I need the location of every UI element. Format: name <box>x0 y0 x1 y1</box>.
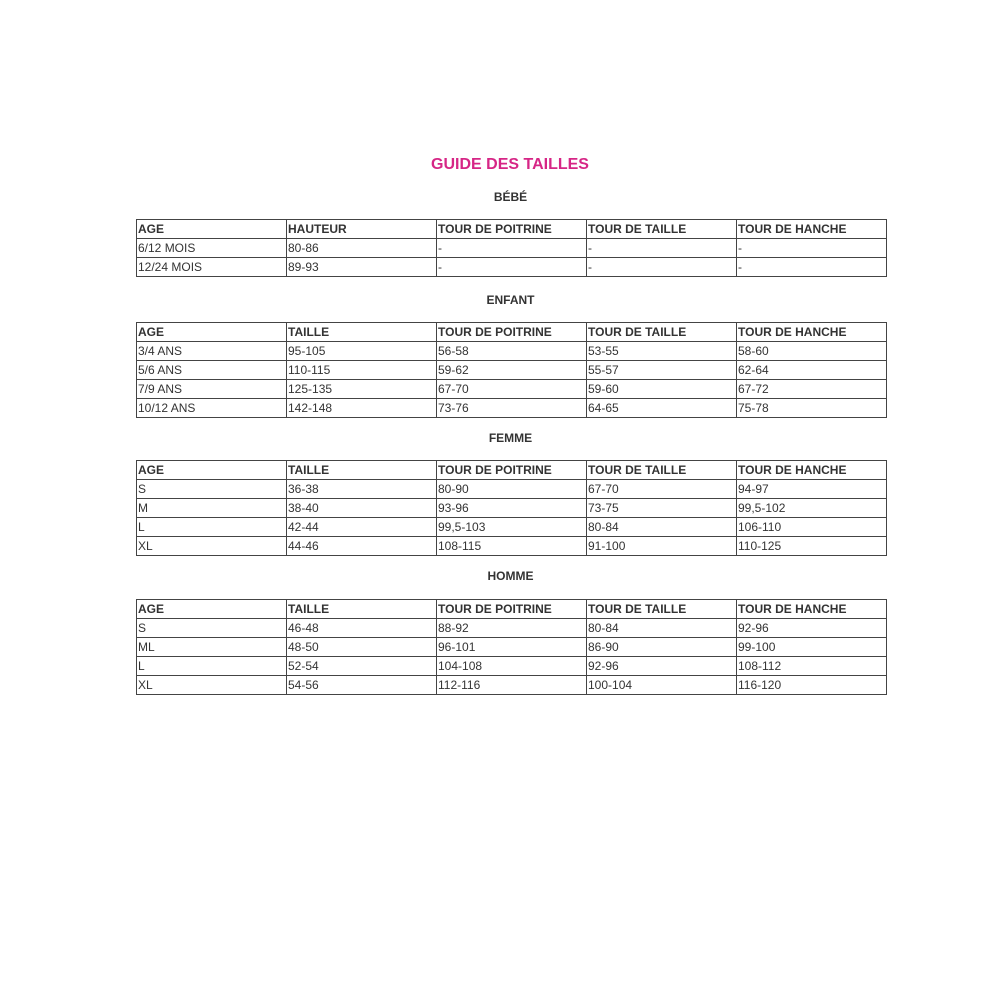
table-cell: 59-62 <box>437 361 587 380</box>
header-cell: TOUR DE TAILLE <box>587 220 737 239</box>
table-cell: XL <box>137 537 287 556</box>
header-cell: TAILLE <box>287 600 437 619</box>
table-cell: 125-135 <box>287 380 437 399</box>
table-cell: 142-148 <box>287 399 437 418</box>
table-cell: ML <box>137 638 287 657</box>
table-row <box>137 518 887 537</box>
table-cell: 92-96 <box>737 619 887 638</box>
table-cell: 64-65 <box>587 399 737 418</box>
table-row <box>137 258 887 277</box>
table-cell: 80-84 <box>587 619 737 638</box>
table-row <box>137 480 887 499</box>
table-cell: 91-100 <box>587 537 737 556</box>
size-table-enfant <box>136 322 887 418</box>
table-cell: - <box>437 239 587 258</box>
table-cell: 48-50 <box>287 638 437 657</box>
table-cell: L <box>137 657 287 676</box>
section-title-femme: FEMME <box>488 431 533 445</box>
table-cell: 99-100 <box>737 638 887 657</box>
table-cell: XL <box>137 676 287 695</box>
table-cell: - <box>437 258 587 277</box>
table-row <box>137 380 887 399</box>
table-cell: 38-40 <box>287 499 437 518</box>
header-cell: TOUR DE HANCHE <box>737 461 887 480</box>
table-cell: 67-70 <box>587 480 737 499</box>
table-cell: 95-105 <box>287 342 437 361</box>
table-cell: 92-96 <box>587 657 737 676</box>
table-cell: 110-125 <box>737 537 887 556</box>
table-cell: 93-96 <box>437 499 587 518</box>
table-cell: - <box>737 258 887 277</box>
header-cell: TOUR DE POITRINE <box>437 461 587 480</box>
table-cell: 88-92 <box>437 619 587 638</box>
table-row <box>137 537 887 556</box>
header-cell: TOUR DE HANCHE <box>737 323 887 342</box>
table-cell: - <box>737 239 887 258</box>
section-title-bebe: BÉBÉ <box>493 190 528 204</box>
table-cell: 52-54 <box>287 657 437 676</box>
table-cell: 116-120 <box>737 676 887 695</box>
header-cell: AGE <box>137 220 287 239</box>
table-cell: 99,5-103 <box>437 518 587 537</box>
header-cell: TOUR DE TAILLE <box>587 461 737 480</box>
header-cell: TAILLE <box>287 461 437 480</box>
table-cell: 89-93 <box>287 258 437 277</box>
header-cell: TAILLE <box>287 323 437 342</box>
table-header-row <box>137 461 887 480</box>
table-row <box>137 342 887 361</box>
size-table-bebe <box>136 219 887 277</box>
table-cell: 54-56 <box>287 676 437 695</box>
table-cell: 94-97 <box>737 480 887 499</box>
table-cell: 100-104 <box>587 676 737 695</box>
table-cell: 73-76 <box>437 399 587 418</box>
header-cell: AGE <box>137 461 287 480</box>
header-cell: TOUR DE POITRINE <box>437 220 587 239</box>
table-cell: S <box>137 619 287 638</box>
size-table-homme <box>136 599 887 695</box>
table-cell: 80-84 <box>587 518 737 537</box>
header-cell: HAUTEUR <box>287 220 437 239</box>
table-cell: 75-78 <box>737 399 887 418</box>
table-cell: 10/12 ANS <box>137 399 287 418</box>
table-cell: 112-116 <box>437 676 587 695</box>
table-cell: 56-58 <box>437 342 587 361</box>
table-cell: 5/6 ANS <box>137 361 287 380</box>
table-header-row <box>137 600 887 619</box>
table-cell: 67-70 <box>437 380 587 399</box>
table-cell: 6/12 MOIS <box>137 239 287 258</box>
table-cell: 80-90 <box>437 480 587 499</box>
table-cell: - <box>587 239 737 258</box>
table-cell: 86-90 <box>587 638 737 657</box>
table-cell: 12/24 MOIS <box>137 258 287 277</box>
table-cell: 108-115 <box>437 537 587 556</box>
table-cell: 46-48 <box>287 619 437 638</box>
section-title-enfant: ENFANT <box>486 293 535 307</box>
table-row <box>137 619 887 638</box>
header-cell: TOUR DE POITRINE <box>437 600 587 619</box>
table-cell: 36-38 <box>287 480 437 499</box>
table-cell: S <box>137 480 287 499</box>
section-title-homme: HOMME <box>487 569 534 583</box>
table-header-row <box>137 323 887 342</box>
size-table-femme <box>136 460 887 556</box>
table-cell: 59-60 <box>587 380 737 399</box>
table-row <box>137 361 887 380</box>
table-cell: 53-55 <box>587 342 737 361</box>
table-row <box>137 638 887 657</box>
table-row <box>137 239 887 258</box>
header-cell: TOUR DE POITRINE <box>437 323 587 342</box>
table-row <box>137 676 887 695</box>
header-cell: TOUR DE TAILLE <box>587 323 737 342</box>
table-cell: 7/9 ANS <box>137 380 287 399</box>
table-row <box>137 399 887 418</box>
header-cell: TOUR DE HANCHE <box>737 600 887 619</box>
table-row <box>137 657 887 676</box>
table-cell: L <box>137 518 287 537</box>
table-cell: 73-75 <box>587 499 737 518</box>
table-cell: 106-110 <box>737 518 887 537</box>
table-cell: 42-44 <box>287 518 437 537</box>
table-cell: 58-60 <box>737 342 887 361</box>
table-cell: 104-108 <box>437 657 587 676</box>
table-cell: M <box>137 499 287 518</box>
table-cell: 96-101 <box>437 638 587 657</box>
table-cell: 62-64 <box>737 361 887 380</box>
table-cell: 55-57 <box>587 361 737 380</box>
table-cell: 67-72 <box>737 380 887 399</box>
table-cell: 80-86 <box>287 239 437 258</box>
page-title: GUIDE DES TAILLES <box>431 156 589 173</box>
table-cell: - <box>587 258 737 277</box>
table-cell: 99,5-102 <box>737 499 887 518</box>
table-header-row <box>137 220 887 239</box>
header-cell: AGE <box>137 600 287 619</box>
table-cell: 44-46 <box>287 537 437 556</box>
table-cell: 3/4 ANS <box>137 342 287 361</box>
table-cell: 108-112 <box>737 657 887 676</box>
header-cell: TOUR DE HANCHE <box>737 220 887 239</box>
table-cell: 110-115 <box>287 361 437 380</box>
header-cell: AGE <box>137 323 287 342</box>
table-row <box>137 499 887 518</box>
header-cell: TOUR DE TAILLE <box>587 600 737 619</box>
